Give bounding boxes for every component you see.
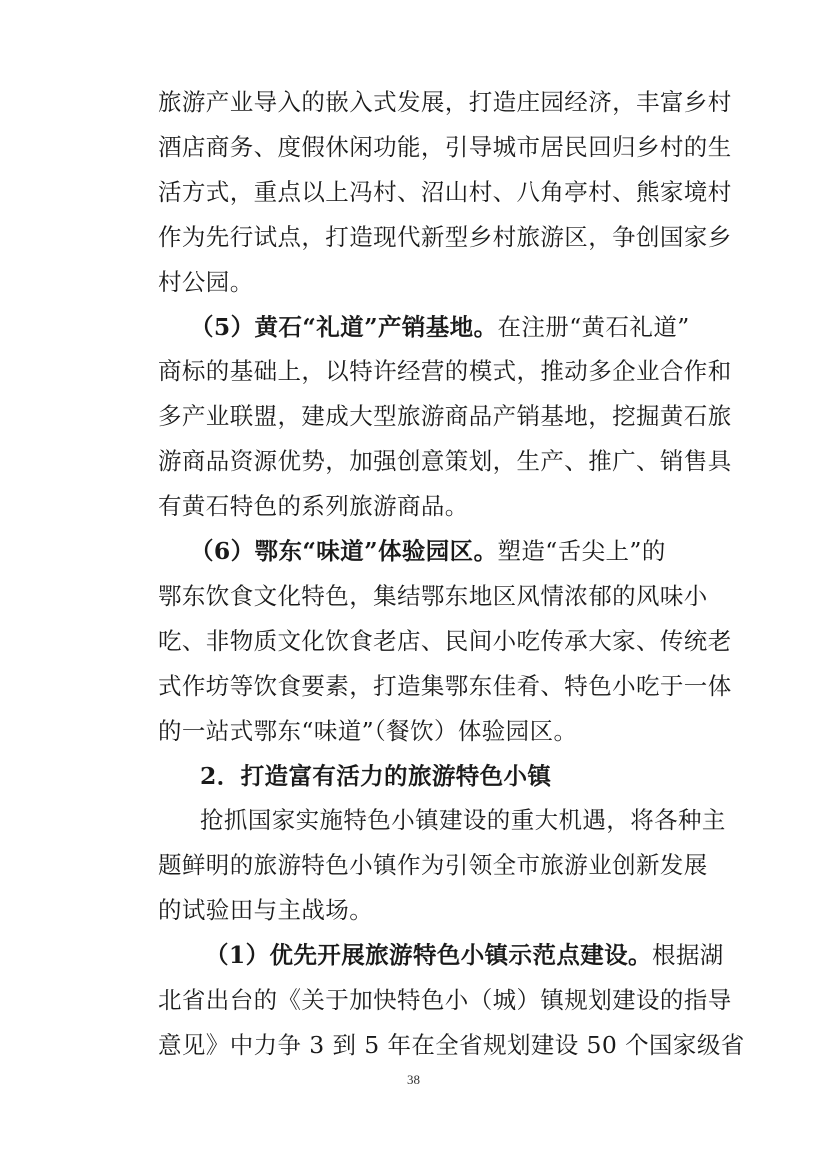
- item-5-heading: （5）黄石“礼道”产销基地。: [190, 312, 498, 341]
- paragraph-line: 题鲜明的旅游特色小镇作为引领全市旅游业创新发展: [158, 851, 708, 880]
- paragraph-line: 的试验田与主战场。: [158, 896, 374, 925]
- paragraph-line: 旅游产业导入的嵌入式发展，打造庄园经济，丰富乡村: [158, 88, 732, 116]
- paragraph-line: 意见》中力争 3 到 5 年在全省规划建设 50 个国家级省: [158, 1031, 745, 1059]
- paragraph-line: 的一站式鄂东“味道”（餐饮）体验园区。: [158, 716, 578, 745]
- paragraph-line: 商标的基础上，以特许经营的模式，推动多企业合作和: [158, 357, 732, 386]
- paragraph-line: 作为先行试点，打造现代新型乡村旅游区，争创国家乡: [158, 222, 732, 251]
- item-1-first-line: [205, 940, 724, 970]
- item-5-first-line-text: 在注册“黄石礼道”: [497, 312, 690, 341]
- paragraph-line: 抢抓国家实施特色小镇建设的重大机遇，将各种主: [200, 806, 726, 835]
- item-1-first-line-text: 根据湖: [651, 941, 724, 970]
- paragraph-line: 鄂东饮食文化特色，集结鄂东地区风情浓郁的风味小: [158, 581, 708, 610]
- paragraph-line: 活方式，重点以上冯村、沼山村、八角亭村、熊家境村: [158, 177, 732, 206]
- item-6-first-line-text: 塑造“舌尖上”的: [497, 537, 666, 566]
- paragraph-line: 酒店商务、度假休闲功能，引导城市居民回归乡村的生: [158, 132, 732, 161]
- paragraph-line: 北省出台的《关于加快特色小（城）镇规划建设的指导: [158, 986, 732, 1015]
- paragraph-line: 游商品资源优势，加强创意策划，生产、推广、销售具: [158, 447, 732, 476]
- section-heading: 2．打造富有活力的旅游特色小镇: [200, 761, 552, 790]
- item-5-first-line: [190, 312, 690, 342]
- paragraph-line: 多产业联盟，建成大型旅游商品产销基地，挖掘黄石旅: [158, 402, 732, 431]
- item-6-heading: （6）鄂东“味道”体验园区。: [190, 537, 498, 566]
- paragraph-line: 村公园。: [158, 267, 254, 296]
- paragraph-line: 式作坊等饮食要素，打造集鄂东佳肴、特色小吃于一体: [158, 671, 732, 700]
- paragraph-line: 吃、非物质文化饮食老店、民间小吃传承大家、传统老: [158, 626, 732, 655]
- page-number: 38: [407, 1072, 420, 1087]
- paragraph-line: 有黄石特色的系列旅游商品。: [158, 492, 469, 521]
- item-1-heading: （1）优先开展旅游特色小镇示范点建设。: [205, 941, 652, 970]
- item-6-first-line: [190, 536, 666, 566]
